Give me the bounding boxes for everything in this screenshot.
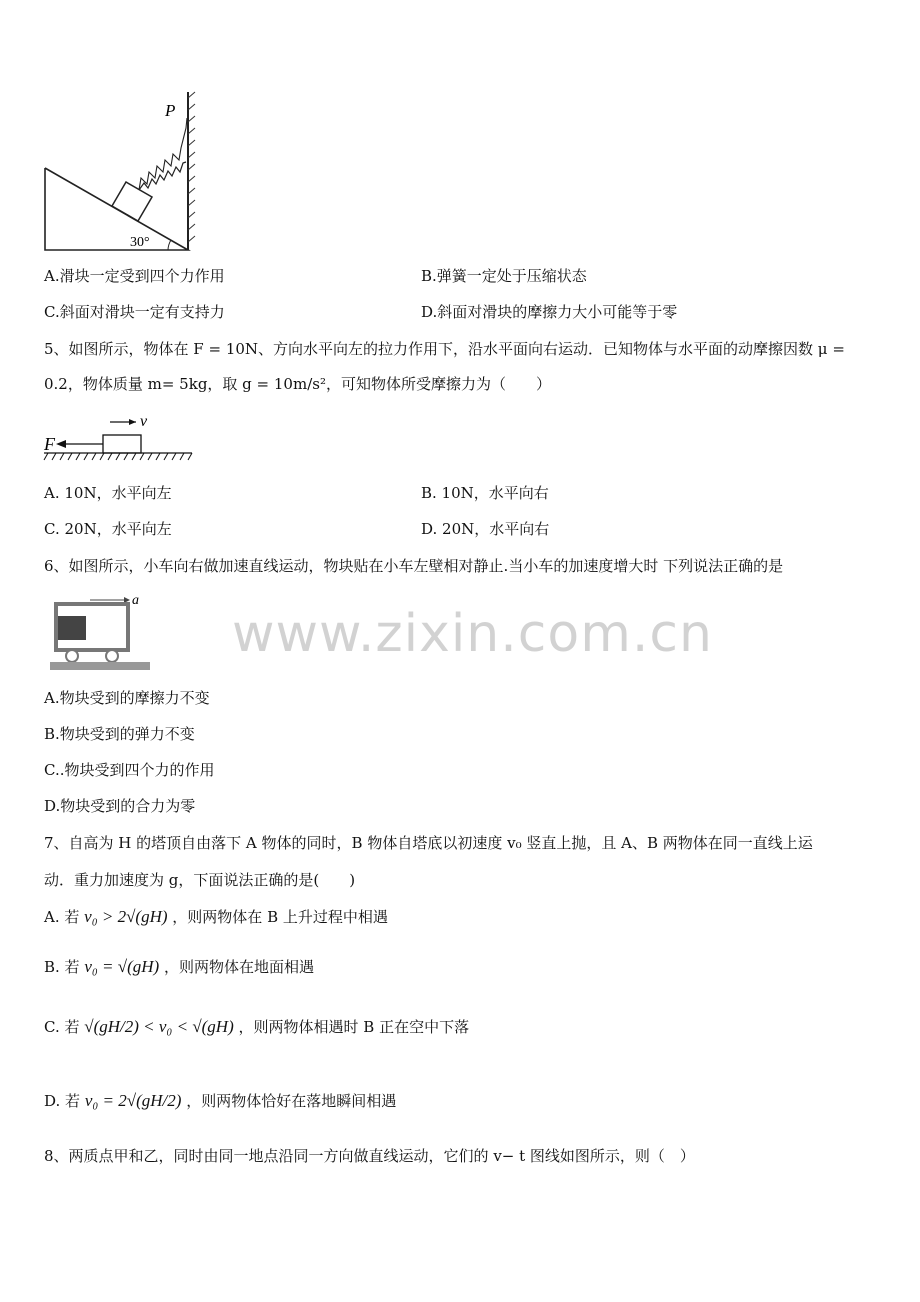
q8-stem: 8、两质点甲和乙，同时由同一地点沿同一方向做直线运动，它们的 v− t 图线如图所示，则（ ） <box>44 1147 695 1165</box>
q7-option-a-prefix: A. 若 <box>44 908 80 926</box>
q7-option-c-formula: √(gH/2) < v₀ < √(gH) <box>84 1017 234 1036</box>
q6-option-c[interactable]: C..物块受到四个力的作用 <box>44 761 215 779</box>
q6-option-d[interactable]: D.物块受到的合力为零 <box>44 797 196 815</box>
spring-point-label: P <box>165 101 176 120</box>
q7-option-b-prefix: B. 若 <box>44 958 80 976</box>
q4-option-a[interactable]: A.滑块一定受到四个力作用 <box>44 267 225 285</box>
q5-option-c[interactable]: C. 20N，水平向左 <box>44 520 172 538</box>
block-on-floor-figure <box>40 410 200 466</box>
force-label: F <box>44 434 55 454</box>
q7-option-d[interactable] <box>44 1090 396 1111</box>
watermark: www.zixin.com.cn <box>232 604 713 664</box>
cart-figure <box>50 590 155 672</box>
incline-angle-label: 30° <box>130 235 150 250</box>
q5-stem-line2: 0.2，物体质量 m= 5kg，取 g = 10m/s²，可知物体所受摩擦力为（ ） <box>44 375 551 393</box>
q7-option-d-prefix: D. 若 <box>44 1092 81 1110</box>
q6-option-a[interactable]: A.物块受到的摩擦力不变 <box>44 689 210 707</box>
q5-option-b[interactable]: B. 10N，水平向右 <box>421 484 549 502</box>
q7-option-b-suffix: ，则两物体在地面相遇 <box>163 958 314 976</box>
q7-stem-line2: 动．重力加速度为 g，下面说法正确的是( ) <box>44 871 356 889</box>
q7-option-d-suffix: ，则两物体恰好在落地瞬间相遇 <box>186 1092 397 1110</box>
q7-option-a-suffix: ，则两物体在 B 上升过程中相遇 <box>172 908 388 926</box>
q7-option-c-suffix: ，则两物体相遇时 B 正在空中下落 <box>238 1018 470 1036</box>
q7-option-d-formula: v₀ = 2√(gH/2) <box>84 1091 182 1110</box>
q4-option-d[interactable]: D.斜面对滑块的摩擦力大小可能等于零 <box>421 303 678 321</box>
q5-stem-line1: 5、如图所示，物体在 F = 10N、方向水平向左的拉力作用下，沿水平面向右运动．已知物体与水平面的动摩擦因数 μ = <box>44 340 845 358</box>
incline-spring-figure <box>40 88 200 254</box>
q7-option-a-formula: v₀ > 2√(gH) <box>84 907 168 926</box>
block <box>103 435 141 453</box>
q7-option-b[interactable] <box>44 956 314 977</box>
q6-option-b[interactable]: B.物块受到的弹力不变 <box>44 725 195 743</box>
q5-option-a[interactable]: A. 10N，水平向左 <box>44 484 172 502</box>
q5-option-d[interactable]: D. 20N，水平向右 <box>421 520 550 538</box>
q7-option-c-prefix: C. 若 <box>44 1018 80 1036</box>
cart-block <box>58 616 86 640</box>
q7-option-a[interactable] <box>44 906 388 927</box>
acceleration-label: a <box>132 593 139 608</box>
q7-stem-line1: 7、自高为 H 的塔顶自由落下 A 物体的同时，B 物体自塔底以初速度 v₀ 竖直上抛，且 A、B 两物体在同一直线上运 <box>44 834 813 852</box>
velocity-label: v <box>140 413 148 430</box>
q4-option-c[interactable]: C.斜面对滑块一定有支持力 <box>44 303 225 321</box>
q4-option-b[interactable]: B.弹簧一定处于压缩状态 <box>421 267 587 285</box>
q6-stem: 6、如图所示，小车向右做加速直线运动，物块贴在小车左壁相对静止.当小车的加速度增大时 下列说法正确的是 <box>44 557 784 575</box>
q7-option-b-formula: v₀ = √(gH) <box>84 957 160 976</box>
q7-option-c[interactable] <box>44 1016 469 1037</box>
